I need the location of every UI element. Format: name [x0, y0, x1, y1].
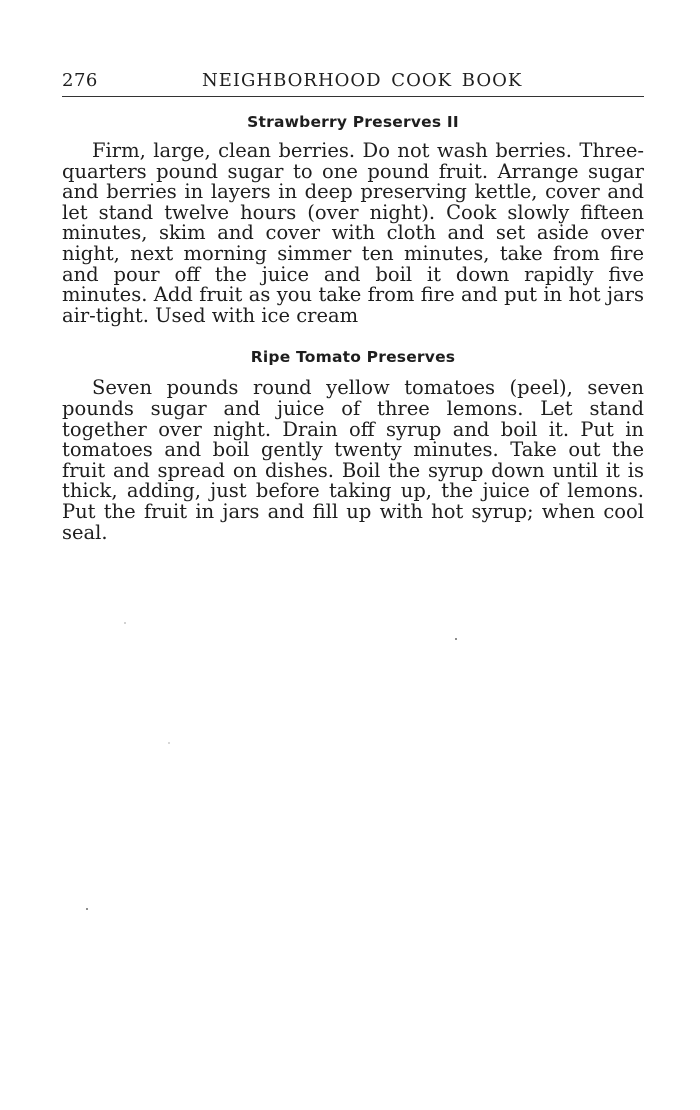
paper-speck [168, 742, 170, 744]
paper-speck [86, 908, 88, 910]
page-number: 276 [62, 70, 98, 91]
recipe-strawberry-preserves [62, 113, 644, 326]
recipe-body: Seven pounds round yellow tomatoes (peel), seven pounds sugar and juice of three lemons. Let stand together over night. Drain off syrup and boil it. Put in tomatoes and boil gently twenty minutes. Take out the fruit and spread on dishes. Boil the syrup down until it is thick, adding, just before taking up, the juice of lemons. Put the fruit in jars and fill up with hot syrup; when cool seal. [62, 376, 644, 544]
paper-speck [124, 622, 126, 624]
page-header [62, 66, 644, 97]
recipe-title: Strawberry Preserves II [247, 113, 459, 131]
recipe-title: Ripe Tomato Preserves [250, 348, 456, 367]
running-title: NEIGHBORHOOD COOK BOOK [202, 70, 523, 91]
book-page [62, 66, 644, 543]
paper-speck [455, 638, 457, 640]
recipe-body: Firm, large, clean berries. Do not wash berries. Three-quarters pound sugar to one pound fruit. Arrange sugar and berries in layers in deep preserving kettle, cover and let stand twelve hours (over night). Cook slowly fifteen minutes, skim and cover with cloth and set aside over night, next morning simmer ten minutes, take from fire and pour off the juice and boil it down rapidly five minutes. Add fruit as you take from fire and put in hot jars air-tight. Used with ice cream [62, 139, 644, 327]
recipe-ripe-tomato-preserves [62, 348, 644, 543]
